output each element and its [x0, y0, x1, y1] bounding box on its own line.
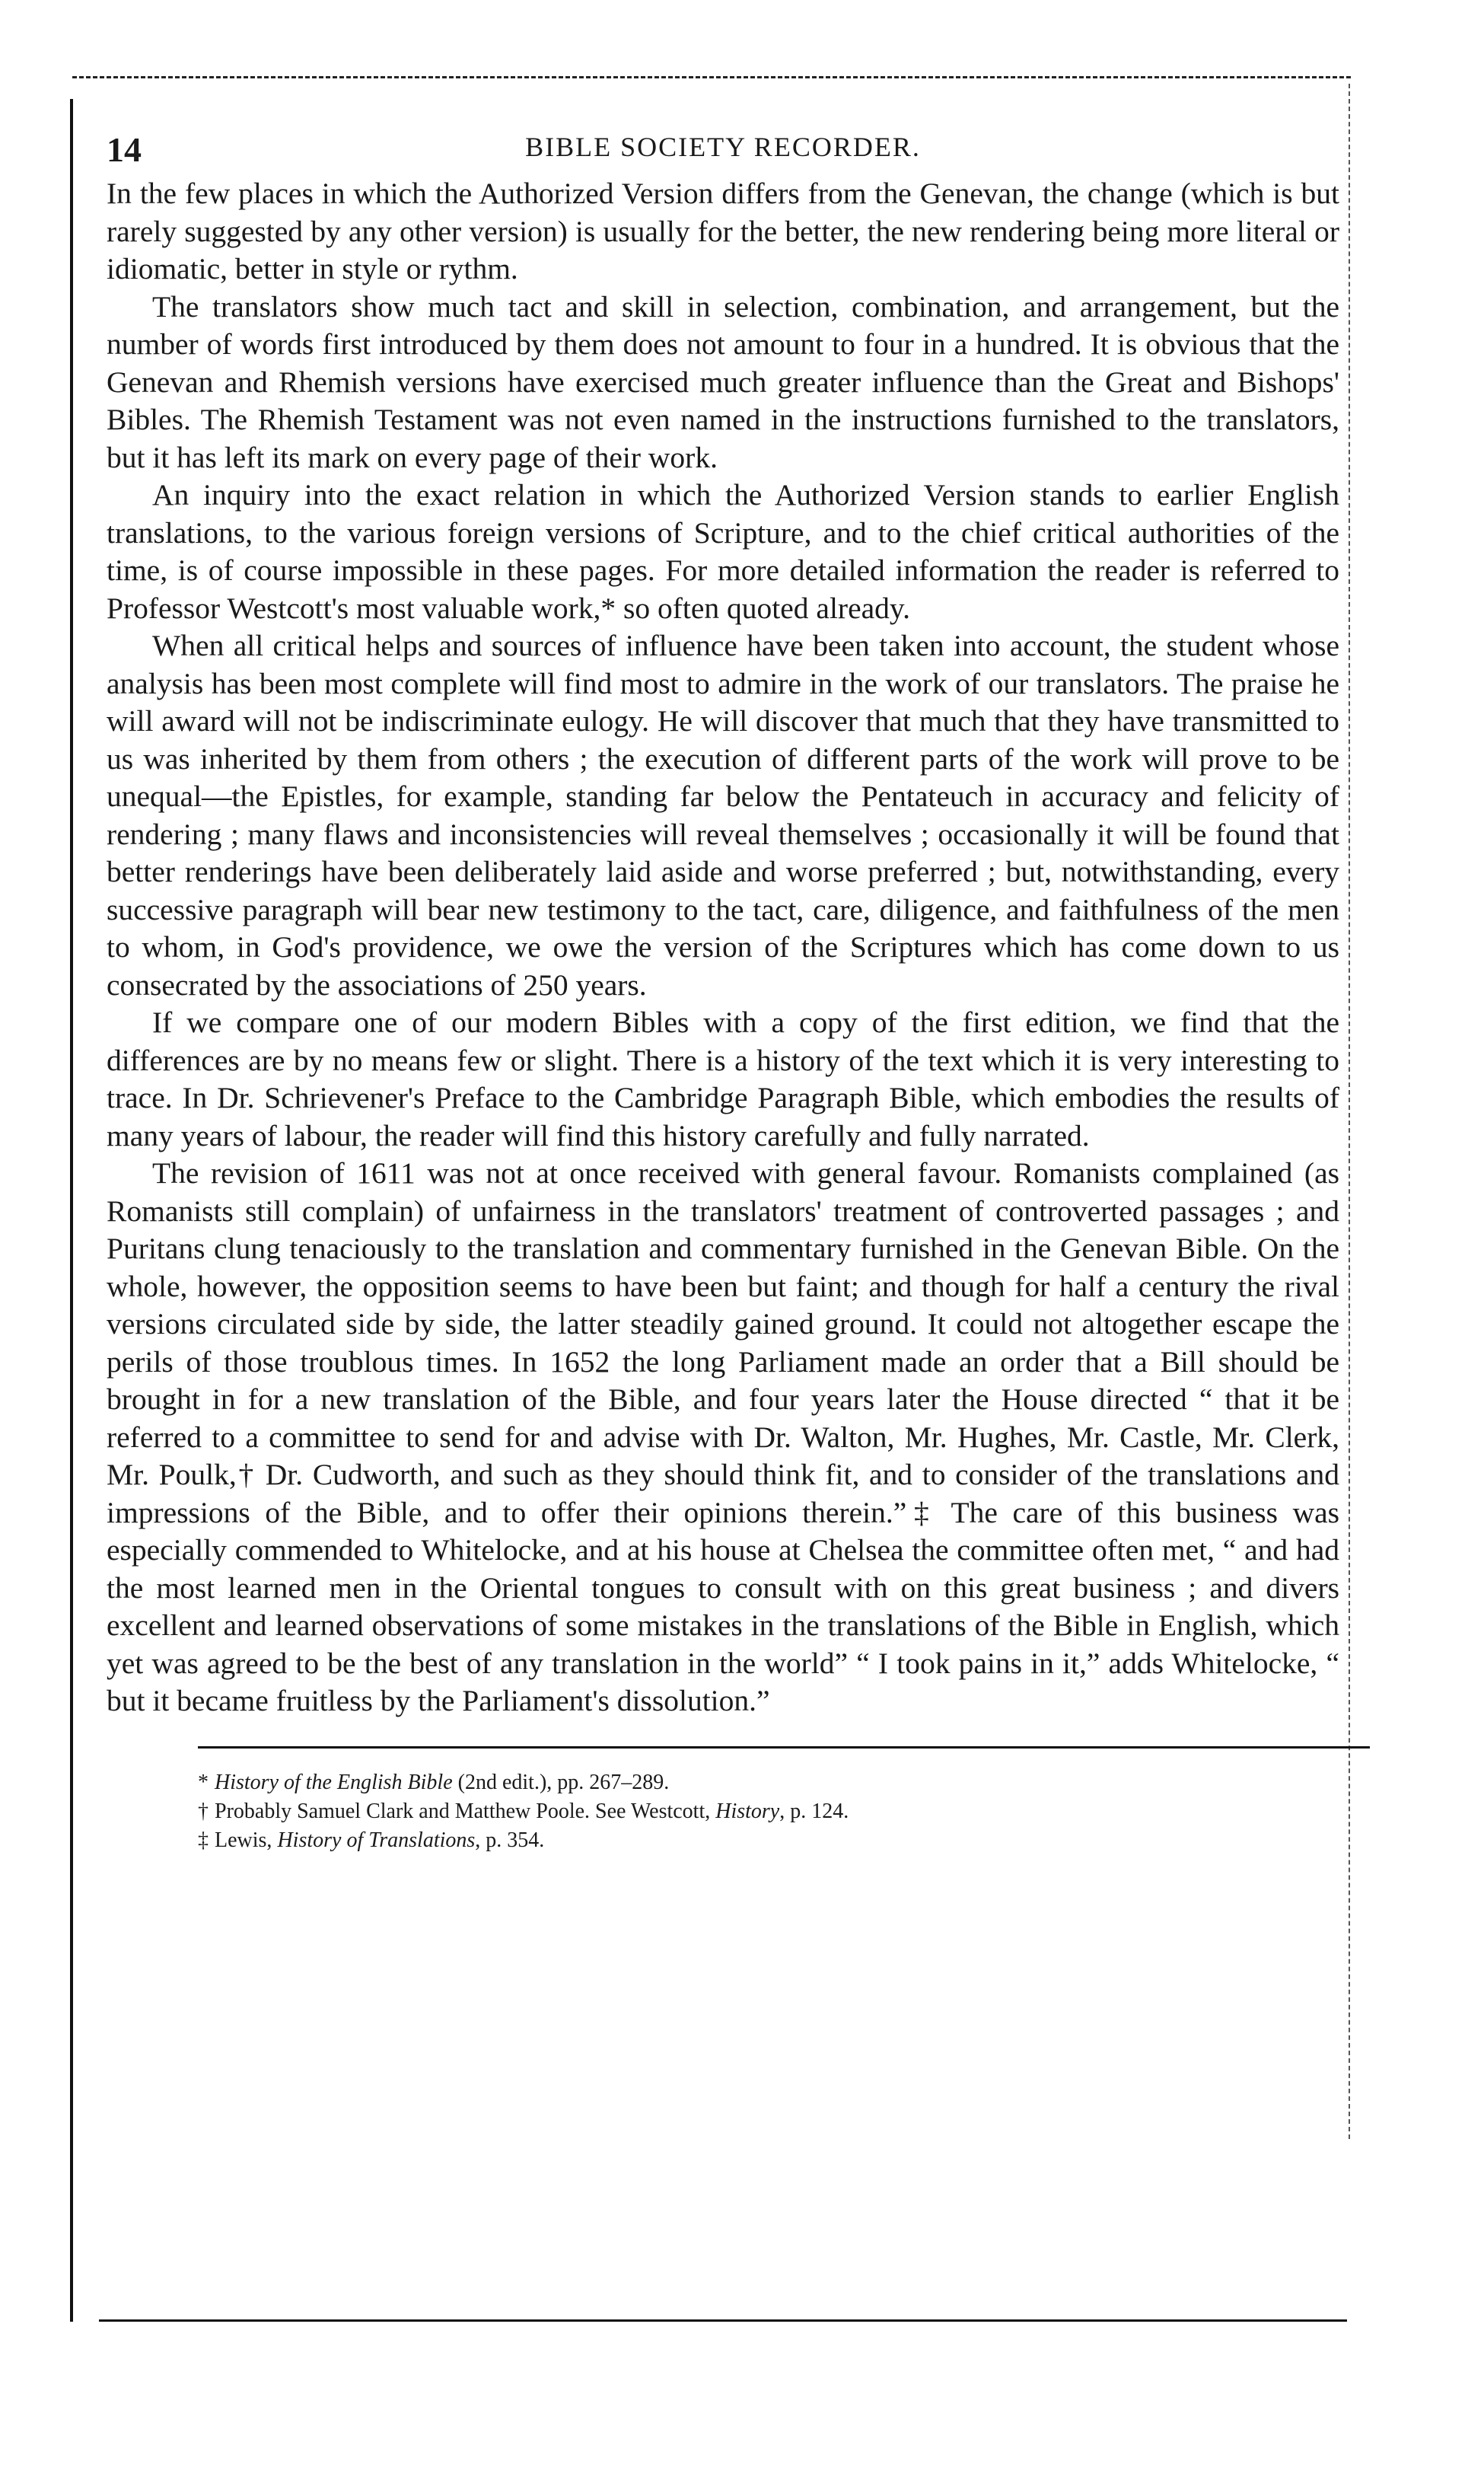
paragraph: An inquiry into the exact relation in which the Authorized Version stands to earlier English translations, to the various foreign versions of Scripture, and to the chief critical authorities of the time, is of course impossible in these pages. For more detailed information the reader is referred to Professor Westcott's most valuable work,* so often quoted already. [107, 478, 1339, 625]
paragraph: The translators show much tact and skill in selection, combination, and arrangement, but the number of words first introduced by them does not amount to four in a hundred. It is obvious that the Genevan and Rhemish versions have exercised much greater influence than the Great and Bishops' Bibles. The Rhemish Testament was not even named in the instructions furnished to the translators, but it has left its mark on every page of their work. [107, 289, 1339, 474]
footnote-mark: † [198, 1799, 209, 1823]
paragraph: The revision of 1611 was not at once received with general favour. Romanists complained (as Romanists still complain) of unfairness in the translators' treatment of controverted passages ; and Puritans clung tenaciously to the translation and commentary furnished in the Genevan Bible. On the whole, however, the opposition seems to have been but faint; and though for half a century the rival versions circulated side by side, the latter steadily gained ground. It could not altogether escape the perils of those troublous times. In 1652 the long Parliament made an order that a Bill should be brought in for a new translation of the Bible, and four years later the House directed “ that it be referred to a committee to send for and advise with Dr. Walton, Mr. Hughes, Mr. Castle, Mr. Clerk, Mr. Poulk,† Dr. Cudworth, and such as they should think fit, and to consider of the translations and impressions of the Bible, and to offer their opinions therein.”‡ The care of this business was especially commended to Whitelocke, and at his house at Chelsea the committee often met, “ and had the most learned men in the Oriental tongues to consult with on this great business ; and divers excellent and learned observations of some mistakes in the translations of the Bible in English, which yet was agreed to be the best of any translation in the world” “ I took pains in it,” adds Whitelocke, “ but it became fruitless by the Parliament's dissolution.” [107, 1156, 1339, 1717]
footnote-text: Lewis, [215, 1828, 278, 1852]
footnotes [198, 1768, 1339, 1855]
page-header [107, 114, 1339, 175]
footnote-mark: * [198, 1770, 209, 1794]
footnote-tail: , p. 354. [475, 1828, 545, 1852]
footnote-text: Probably Samuel Clark and Matthew Poole. See Westcott, [215, 1799, 716, 1823]
paragraph: If we compare one of our modern Bibles with a copy of the first edition, we find that the differences are by no means few or slight. There is a history of the text which it is very interesting to trace. In Dr. Schrievener's Preface to the Cambridge Paragraph Bible, which embodies the results of many years of labour, the reader will find this history carefully and fully narrated. [107, 1006, 1339, 1152]
top-dashed-border [72, 76, 1351, 78]
footnote-title: History of Translations [277, 1828, 476, 1852]
footnote-rule [198, 1746, 1370, 1749]
right-dashed-border [1349, 84, 1350, 2139]
body-text [107, 175, 1339, 1720]
footnote [198, 1768, 1339, 1797]
paragraph: In the few places in which the Authorized Version differs from the Genevan, the change (which is but rarely suggested by any other version) is usually for the better, the new rendering being more literal or idiomatic, better in style or rythm. [107, 177, 1339, 285]
footnote [198, 1797, 1339, 1826]
footnote-title: History [715, 1799, 780, 1823]
footnote-mark: ‡ [198, 1828, 209, 1852]
footnote-tail: , p. 124. [779, 1799, 849, 1823]
footnote [198, 1826, 1339, 1855]
left-border [70, 99, 73, 2322]
footnote-title: History of the English Bible [215, 1770, 453, 1794]
page-number: 14 [107, 130, 142, 169]
page [107, 114, 1339, 2291]
bottom-border [99, 2319, 1347, 2322]
footnote-text: (2nd edit.), pp. 267–289. [452, 1770, 670, 1794]
paragraph: When all critical helps and sources of influence have been taken into account, the student whose analysis has been most complete will find most to admire in the work of our translators. The praise he will award will not be indiscriminate eulogy. He will discover that much that they have transmitted to us was inherited by them from others ; the execution of different parts of the work will prove to be unequal—the Epistles, for example, standing far below the Pentateuch in accuracy and felicity of rendering ; many flaws and inconsistencies will reveal themselves ; occasionally it will be found that better renderings have been deliberately laid aside and worse preferred ; but, notwithstanding, every successive paragraph will bear new testimony to the tact, care, diligence, and faithfulness of the men to whom, in God's providence, we owe the version of the Scriptures which has come down to us consecrated by the associations of 250 years. [107, 629, 1339, 1002]
running-head: BIBLE SOCIETY RECORDER. [525, 132, 921, 162]
